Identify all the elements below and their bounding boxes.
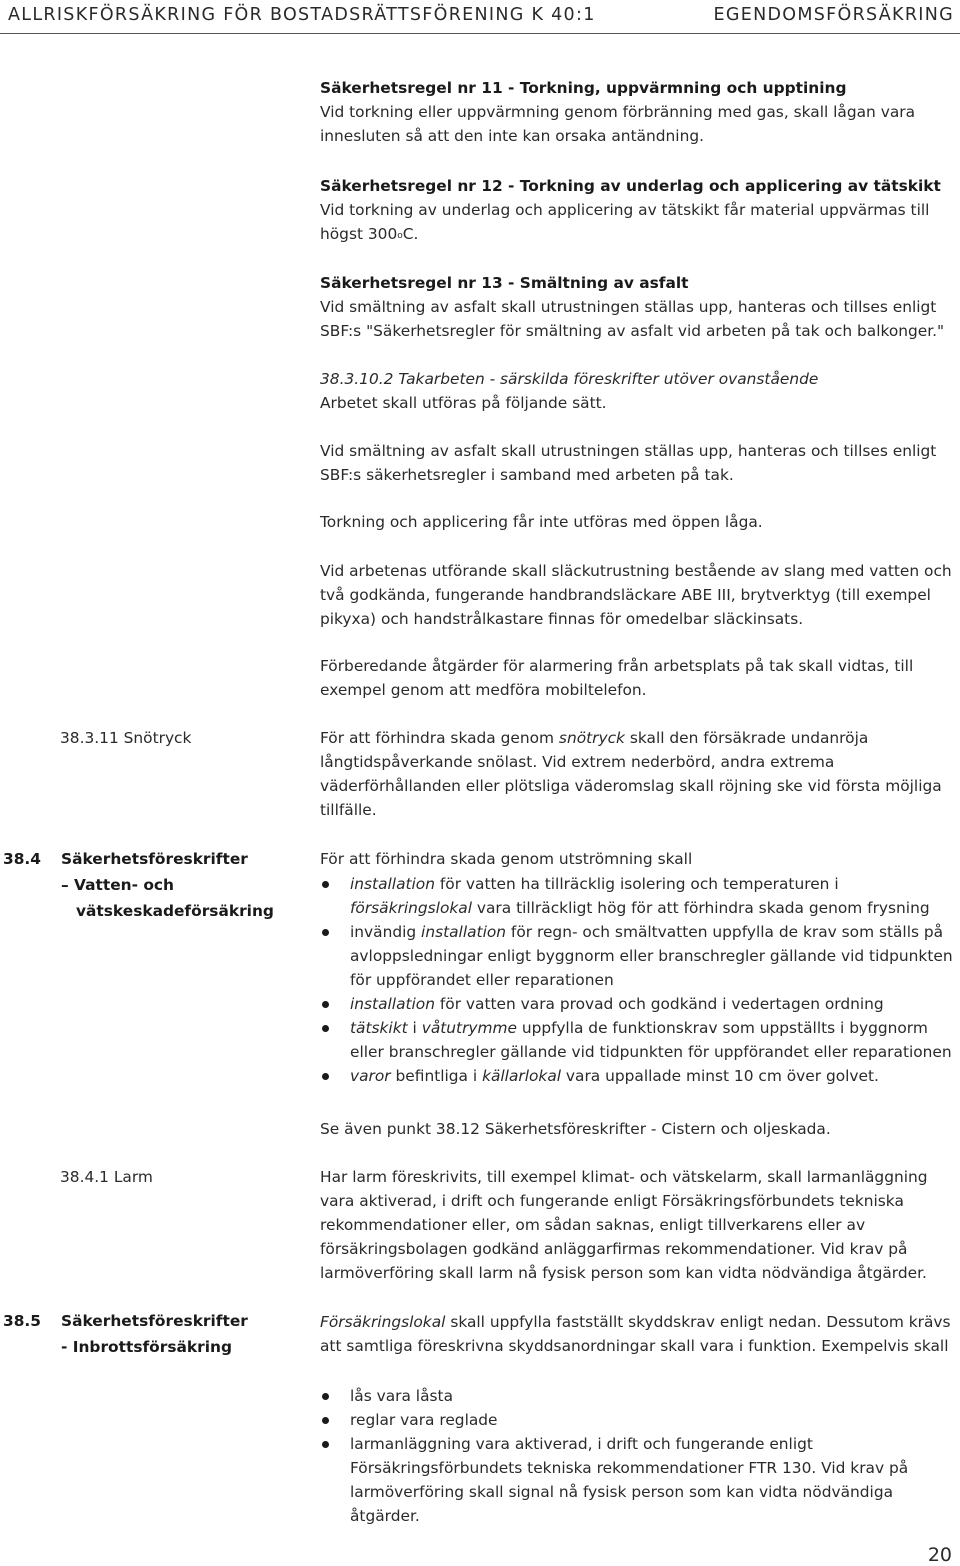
list-item	[320, 1384, 956, 1408]
section-38-3-10-2-heading: 38.3.10.2 Takarbeten - särskilda föreskrifter utöver ovanstående	[320, 370, 819, 388]
defined-term: källarlokal	[482, 1067, 562, 1085]
list-item-text: i	[407, 1019, 422, 1037]
header-document-title: ALLRISKFÖRSÄKRING FÖR BOSTADSRÄTTSFÖRENING K 40:1	[8, 5, 596, 25]
section-38-3-10-2-line: Arbetet skall utföras på följande sätt.	[320, 394, 607, 412]
section-38-4-intro: För att förhindra skada genom utströmning skall	[320, 850, 693, 868]
section-38-4-label-line-1: Säkerhetsföreskrifter	[61, 850, 248, 868]
list-item	[320, 1432, 956, 1528]
section-38-5-intro-rest: skall uppfylla fastställt skyddskrav enligt nedan. Dessutom krävs att samtliga föreskrivna skyddsanordningar skall vara i funktion. Exempelvis skall	[320, 1313, 951, 1355]
page-number: 20	[927, 1544, 952, 1566]
list-item-text: för vatten ha tillräcklig isolering och temperaturen i	[434, 875, 839, 893]
rule-11-text: Vid torkning eller uppvärmning genom förbränning med gas, skall lågan vara innesluten så att den inte kan orsaka antändning.	[320, 103, 916, 145]
rule-13	[320, 271, 956, 343]
bullet-icon	[322, 1441, 329, 1448]
list-item-text: larmanläggning vara aktiverad, i drift och fungerande enligt Försäkringsförbundets tekniska rekommendationer FTR 130. Vid krav på larmöverföring skall signal nå fysisk person som kan vidta nödvändiga åtgärder.	[350, 1435, 909, 1525]
rule-12-title: Säkerhetsregel nr 12 - Torkning av underlag och applicering av tätskikt	[320, 177, 941, 195]
list-item	[320, 992, 956, 1016]
rule-13-title: Säkerhetsregel nr 13 - Smältning av asfalt	[320, 274, 689, 292]
bullet-icon	[322, 1393, 329, 1400]
list-item-text: reglar vara reglade	[350, 1411, 498, 1429]
defined-term: installation	[350, 995, 435, 1013]
section-38-4-1-label: 38.4.1 Larm	[60, 1168, 153, 1186]
section-38-5-label-line-2: - Inbrottsförsäkring	[61, 1338, 232, 1356]
list-item	[320, 872, 956, 920]
defined-term: tätskikt	[350, 1019, 408, 1037]
section-38-5-label-line-1: Säkerhetsföreskrifter	[61, 1312, 248, 1330]
bullet-icon	[322, 1001, 329, 1008]
degree-mark: o	[397, 231, 403, 241]
bullet-icon	[322, 1025, 329, 1032]
rule-13-text: Vid smältning av asfalt skall utrustningen ställas upp, hanteras och tillses enligt SBF:s "Säkerhetsregler för smältning av asfalt vid arbeten på tak och balkonger."	[320, 298, 945, 340]
section-38-4-1-text: Har larm föreskrivits, till exempel klimat- och vätskelarm, skall larmanläggning vara aktiverad, i drift och fungerande enligt Försäkringsförbundets tekniska rekommendationer eller, om sådan saknas, enligt tillverkarens eller av försäkringsbolagen godkänd anläggarfirmas rekommendationer. Vid krav på larmöverföring skall larm nå fysisk person som kan vidta nödvändiga åtgärder.	[320, 1168, 928, 1282]
list-item-text: vara uppallade minst 10 cm över golvet.	[561, 1067, 879, 1085]
list-item	[320, 1408, 956, 1432]
defined-term: installation	[421, 923, 507, 941]
defined-term: installation	[350, 875, 435, 893]
bullet-icon	[322, 881, 329, 888]
bullet-icon	[322, 1073, 329, 1080]
paragraph-open-flame: Torkning och applicering får inte utföras med öppen låga.	[320, 513, 763, 531]
rule-11-title: Säkerhetsregel nr 11 - Torkning, uppvärmning och upptining	[320, 79, 847, 97]
section-38-5-number: 38.5	[3, 1312, 41, 1330]
list-item-text: invändig	[350, 923, 422, 941]
header-section-title: EGENDOMSFÖRSÄKRING	[713, 5, 954, 25]
rule-12-text: Vid torkning av underlag och applicering av tätskikt får material uppvärmas till högst 300	[320, 201, 930, 243]
snow-text-pre: För att förhindra skada genom	[320, 729, 559, 747]
paragraph-asphalt-melting: Vid smältning av asfalt skall utrustningen ställas upp, hanteras och tillses enligt SBF:s säkerhetsregler i samband med arbeten på tak.	[320, 442, 937, 484]
list-item-text: lås vara låsta	[350, 1387, 454, 1405]
rule-11	[320, 76, 956, 148]
section-38-4-see-also: Se även punkt 38.12 Säkerhetsföreskrifter - Cistern och oljeskada.	[320, 1120, 831, 1138]
defined-term: våtutrymme	[421, 1019, 517, 1037]
section-38-3-11-label: 38.3.11 Snötryck	[60, 729, 192, 747]
page-header	[0, 0, 960, 34]
section-38-4-label-line-2: – Vatten- och	[61, 876, 175, 894]
rule-12-text-end: C.	[402, 225, 419, 243]
list-item-text: uppfylla de funktionskrav som uppställts i byggnorm eller branschregler gällande vid tidpunkten för uppförandet eller reparationen	[350, 1019, 952, 1061]
list-item	[320, 920, 956, 992]
defined-term: försäkringslokal	[350, 899, 472, 917]
section-38-3-11-text	[320, 726, 956, 822]
snow-term: snötryck	[558, 729, 625, 747]
snow-text-post: skall den försäkrade undanröja långtidspåverkande snölast. Vid extrem nederbörd, andra extrema väderförhållanden eller plötsliga väderomslag skall röjning ske vid första möjliga tillfälle.	[320, 729, 942, 819]
section-38-4-label-line-3: vätskeskadeförsäkring	[76, 902, 274, 920]
bullet-icon	[322, 929, 329, 936]
rule-12	[320, 174, 956, 246]
list-item-text: befintliga i	[390, 1067, 483, 1085]
section-38-3-10-2	[320, 367, 956, 415]
list-item-text: för regn- och smältvatten uppfylla de krav som ställs på avloppsledningar enligt byggnorm eller branschregler gällande vid tidpunkten för uppförandet eller reparationen	[350, 923, 953, 989]
burglary-requirements-list	[320, 1384, 956, 1528]
premises-term: Försäkringslokal	[320, 1313, 446, 1331]
paragraph-extinguishing-equipment: Vid arbetenas utförande skall släckutrustning bestående av slang med vatten och två godkända, fungerande handbrandsläckare ABE III, brytverktyg (till exempel pikyxa) och handstrålkastare finnas för omedelbar släckinsats.	[320, 562, 952, 628]
defined-term: varor	[350, 1067, 391, 1085]
bullet-icon	[322, 1417, 329, 1424]
section-38-4-number: 38.4	[3, 850, 41, 868]
list-item-text: för vatten vara provad och godkänd i vedertagen ordning	[434, 995, 884, 1013]
list-item-text: vara tillräckligt hög för att förhindra skada genom frysning	[471, 899, 930, 917]
paragraph-alarm-preparation: Förberedande åtgärder för alarmering från arbetsplats på tak skall vidtas, till exempel genom att medföra mobiltelefon.	[320, 657, 914, 699]
water-damage-requirements-list	[320, 872, 956, 1088]
section-38-5-intro	[320, 1310, 956, 1358]
list-item	[320, 1016, 956, 1064]
list-item	[320, 1064, 956, 1088]
